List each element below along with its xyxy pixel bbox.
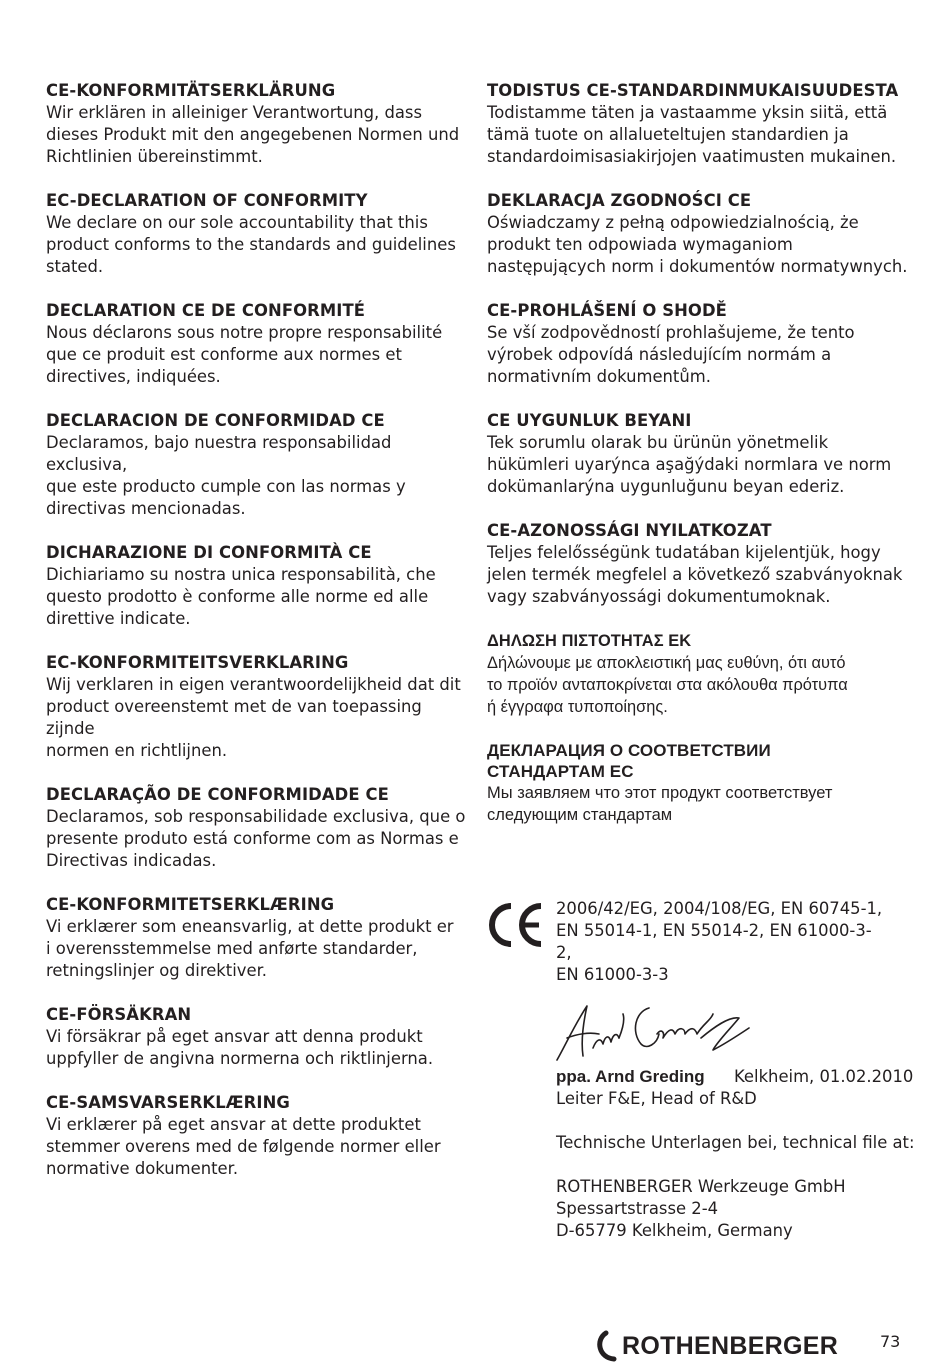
declaration-text: Se vší zodpovědností prohlašujeme, že tento výrobek odpovídá následujícím normám a normativním dokumentům.: [487, 323, 855, 386]
declaration-text: Vi erklærer på eget ansvar at dette produktet stemmer overens med de følgende normer eller normative dokumenter.: [46, 1115, 441, 1178]
company-name: ROTHENBERGER Werkzeuge GmbH: [556, 1177, 846, 1196]
signer-place-date: Kelkheim, 01.02.2010: [734, 1067, 914, 1086]
declaration-title: DECLARATION CE DE CONFORMITÉ: [46, 301, 366, 320]
standards-list: 2006/42/EG, 2004/108/EG, EN 60745-1, EN 55014-1, EN 55014-2, EN 61000-3-2, EN 61000-3-3: [556, 899, 883, 984]
declaration-title: CE-PROHLÁŠENÍ O SHODĚ: [487, 301, 727, 320]
declaration-title: TODISTUS CE-STANDARDINMUKAISUUDESTA: [487, 81, 899, 100]
declaration-title: DECLARAÇÃO DE CONFORMIDADE CE: [46, 785, 389, 804]
declaration-title: CE-AZONOSSÁGI NYILATKOZAT: [487, 521, 772, 540]
declaration-text: Vi försäkrar på eget ansvar att denna produkt uppfyller de angivna normerna och riktlinjerna.: [46, 1027, 434, 1068]
signature-image: [553, 998, 753, 1068]
declaration-title: DEKLARACJA ZGODNOŚCI CE: [487, 191, 752, 210]
declaration-text: We declare on our sole accountability that this product conforms to the standards and guidelines stated.: [46, 213, 456, 276]
declaration-text: Vi erklærer som eneansvarlig, at dette produkt er i overensstemmelse med anførte standarder, retningslinjer og direktiver.: [46, 917, 454, 980]
declaration-text: Oświadczamy z pełną odpowiedzialnością, że produkt ten odpowiada wymaganiom następujących norm i dokumentów normatywnych.: [487, 213, 908, 276]
declaration-title: ДЕКЛАРАЦИЯ О СООТВЕТСТВИИ СТАНДАРТАМ ЕС: [487, 741, 771, 781]
declaration-text: Tek sorumlu olarak bu ürünün yönetmelik hükümleri uyarýnca aşağýdaki normlara ve norm dokümanlarýna uygunluğunu beyan ederiz.: [487, 433, 892, 496]
declaration-title: EC-DECLARATION OF CONFORMITY: [46, 191, 368, 210]
declaration-danish: [46, 894, 471, 982]
declaration-text: Declaramos, bajo nuestra responsabilidad exclusiva, que este producto cumple con las normas y directivas mencionadas.: [46, 433, 406, 518]
declaration-spanish: [46, 410, 471, 520]
company-address: [556, 1176, 846, 1242]
declaration-title: CE-FÖRSÄKRAN: [46, 1005, 192, 1024]
declaration-text: Nous déclarons sous notre propre responsabilité que ce produit est conforme aux normes et directives, indiquées.: [46, 323, 443, 386]
declaration-text: Dichiariamo su nostra unica responsabilità, che questo prodotto è conforme alle norme ed alle direttive indicate.: [46, 565, 436, 628]
declaration-text: Declaramos, sob responsabilidade exclusiva, que o presente produto está conforme com as Normas e Directivas indicadas.: [46, 807, 466, 870]
declaration-text: Мы заявляем что этот продукт соответствует следующим стандартам: [487, 784, 833, 824]
declaration-italian: [46, 542, 471, 630]
declaration-text: Teljes felelősségünk tudatában kijelentjük, hogy jelen termék megfelel a következő szabványoknak vagy szabványossági dokumentumoknak.: [487, 543, 903, 606]
declaration-dutch: [46, 652, 471, 762]
declaration-title: CE-KONFORMITETSERKLÆRING: [46, 895, 335, 914]
declaration-french: [46, 300, 471, 388]
declaration-portuguese: [46, 784, 471, 872]
declaration-polish: [487, 190, 912, 278]
declaration-russian: [487, 740, 912, 826]
declaration-german: [46, 80, 471, 168]
declarations-right-column: [487, 80, 912, 848]
declaration-title: DICHARAZIONE DI CONFORMITÀ CE: [46, 543, 372, 562]
logo-wordmark: ROTHENBERGER: [622, 1332, 839, 1360]
ce-mark-icon: [487, 902, 545, 948]
declaration-english: [46, 190, 471, 278]
signer-role: Leiter F&E, Head of R&D: [556, 1089, 757, 1108]
technical-file-note: Technische Unterlagen bei, technical file at:: [556, 1133, 915, 1152]
page-number: 73: [880, 1332, 901, 1351]
declaration-turkish: [487, 410, 912, 498]
declaration-text: Wij verklaren in eigen verantwoordelijkheid dat dit product overeenstemt met de van toepassing zijnde normen en richtlijnen.: [46, 675, 461, 760]
declaration-text: Todistamme täten ja vastaamme yksin siitä, että tämä tuote on allalueteltujen standardien ja standardoimisasiakirjojen vaatimusten mukainen.: [487, 103, 897, 166]
declaration-hungarian: [487, 520, 912, 608]
declaration-norwegian: [46, 1092, 471, 1180]
declaration-title: CE-KONFORMITÄTSERKLÄRUNG: [46, 81, 336, 100]
declaration-text: Wir erklären in alleiniger Verantwortung, dass dieses Produkt mit den angegebenen Normen und Richtlinien übereinstimmt.: [46, 103, 460, 166]
declaration-title: ΔΗΛΩΣΗ ΠΙΣΤΟΤΗΤΑΣ ΕΚ: [487, 632, 692, 650]
declaration-swedish: [46, 1004, 471, 1070]
signer-block: [556, 1066, 916, 1110]
declaration-title: CE-SAMSVARSERKLÆRING: [46, 1093, 290, 1112]
declaration-title: CE UYGUNLUK BEYANI: [487, 411, 692, 430]
company-street: Spessartstrasse 2-4: [556, 1199, 719, 1218]
declarations-left-column: [46, 80, 471, 1202]
declaration-title: EC-KONFORMITEITSVERKLARING: [46, 653, 349, 672]
company-city: D-65779 Kelkheim, Germany: [556, 1221, 793, 1240]
declaration-title: DECLARACION DE CONFORMIDAD CE: [46, 411, 385, 430]
declaration-greek: [487, 630, 912, 718]
signer-name: ppa. Arnd Greding: [556, 1067, 705, 1086]
declaration-czech: [487, 300, 912, 388]
declaration-text: Δήλώνουμε με αποκλειστική μας ευθύνη, ότι αυτό το προϊόν ανταποκρίνεται στα ακόλουθα πρότυπα ή έγγραφα τυποποίησης.: [487, 654, 848, 716]
declaration-finnish: [487, 80, 912, 168]
